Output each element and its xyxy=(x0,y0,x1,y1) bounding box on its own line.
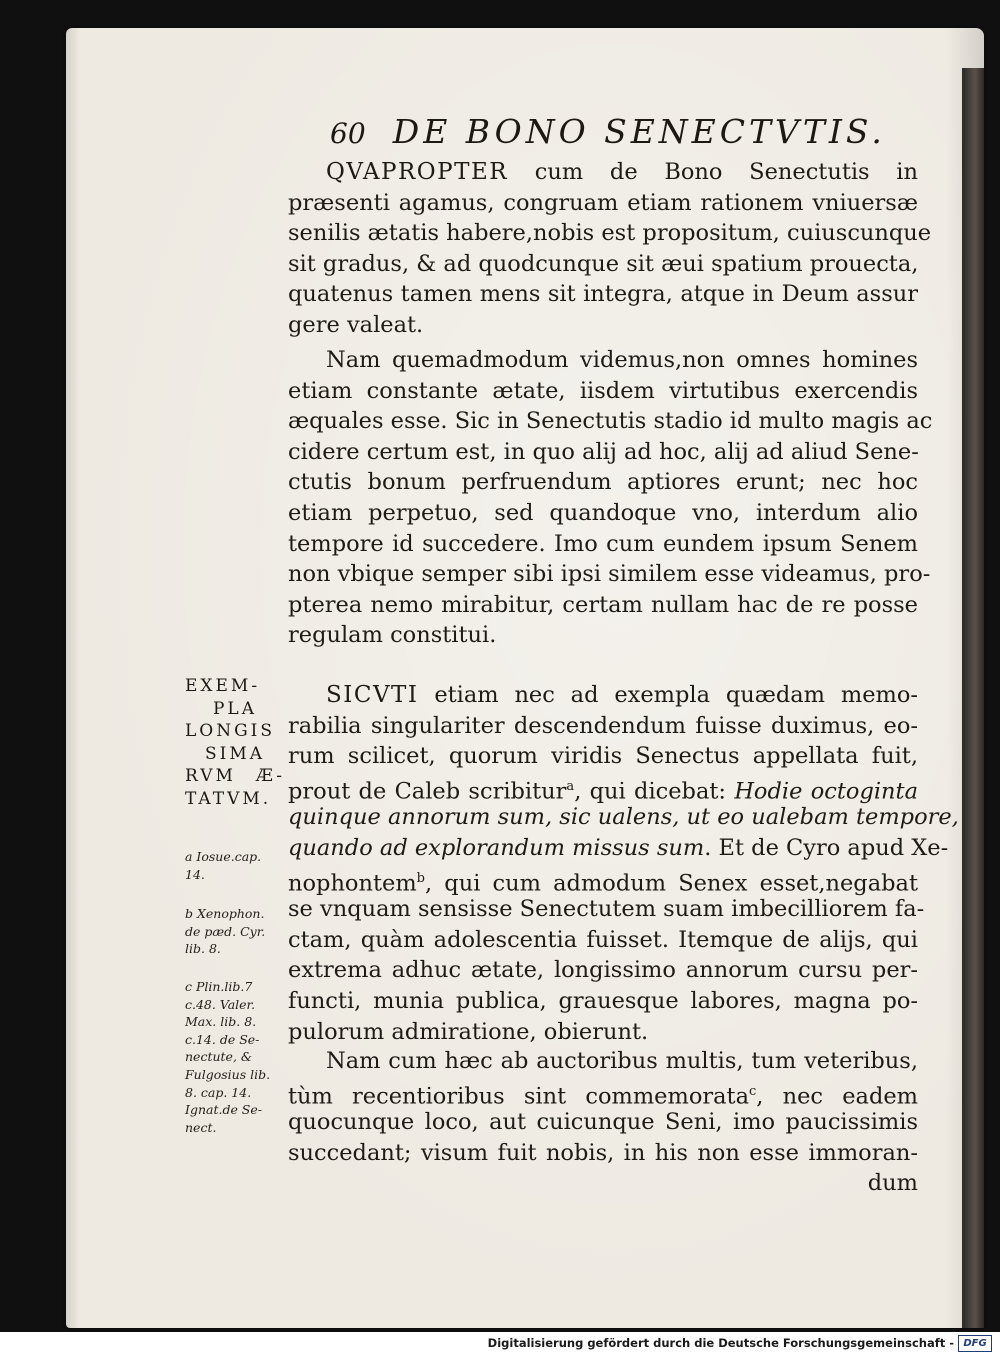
line-text: , qui dicebat: xyxy=(574,778,735,805)
margin-note-line: de pæd. Cyr. xyxy=(185,923,266,939)
line-text: quocunque loco, aut cuicunque Seni, imo paucissimis xyxy=(288,1109,918,1136)
line-text: cum de Bono Senectutis in xyxy=(508,159,918,185)
text-line xyxy=(288,498,918,529)
text-line xyxy=(288,864,918,895)
line-text: tempore id succedere. Imo cum eundem ipsum Senem xyxy=(288,530,918,557)
line-text: tùm recentioribus sint commemorata xyxy=(288,1083,749,1110)
italic-quote: Hodie octoginta xyxy=(734,778,918,805)
page-number: 60 xyxy=(330,117,366,150)
text-line xyxy=(288,376,918,407)
text-line xyxy=(288,741,918,772)
line-text: pulorum admiratione, obierunt. xyxy=(288,1018,649,1045)
margin-note-line: 14. xyxy=(185,866,205,882)
line-text: cidere certum est, in quo alij ad hoc, alij ad aliud Sene- xyxy=(288,438,919,465)
margin-note-line: c Plin.lib.7 xyxy=(185,979,253,994)
line-text: etiam nec ad exempla quædam memo- xyxy=(418,682,918,708)
text-line xyxy=(288,406,933,437)
text-line xyxy=(288,986,918,1017)
italic-quote: quando ad explorandum missus sum xyxy=(288,834,705,861)
text-line xyxy=(288,590,918,621)
text-line xyxy=(288,437,918,468)
margin-heading-line: RVM Æ- xyxy=(185,766,285,786)
line-text: . Et de Cyro apud Xe- xyxy=(704,834,949,861)
line-text: se vnquam sensisse Senectutem suam imbecilliorem fa- xyxy=(288,896,925,923)
text-line xyxy=(288,894,925,925)
paragraph-quapropter xyxy=(288,157,932,341)
margin-note-line: Ignat.de Se- xyxy=(185,1102,262,1118)
footnote-marker: a xyxy=(566,778,575,794)
line-text: dum xyxy=(867,1170,918,1197)
page-edge-shadow xyxy=(962,68,984,1328)
initial-words: QVAPROPTER xyxy=(326,159,509,185)
text-line xyxy=(288,1017,918,1048)
line-text: etiam constante ætate, iisdem virtutibus exercendis xyxy=(288,377,918,404)
margin-note-line: 8. cap. 14. xyxy=(185,1084,252,1100)
italic-quote: quinque annorum sum, sic ualens, ut eo ualebam tempore, xyxy=(288,804,959,831)
text-line xyxy=(288,188,918,219)
margin-heading-line: EXEM- xyxy=(185,676,261,696)
line-text: sit gradus, & ad quodcunque sit æui spatium prouecta, xyxy=(288,250,919,277)
margin-note-line: c.14. de Se- xyxy=(185,1031,260,1047)
line-text: æquales esse. Sic in Senectutis stadio id multo magis ac xyxy=(288,408,933,435)
text-line xyxy=(288,680,918,711)
margin-note-line: a Iosue.cap. xyxy=(185,849,262,864)
margin-note-line: Max. lib. 8. xyxy=(185,1014,257,1030)
margin-note-line: nect. xyxy=(185,1119,217,1135)
text-line xyxy=(288,559,931,590)
line-text: rum scilicet, quorum viridis Senectus appellata fuit, xyxy=(288,743,918,770)
running-title: DE BONO SENECTVTIS. xyxy=(392,112,886,151)
text-line xyxy=(288,529,918,560)
line-text: functi, munia publica, grauesque labores, magna po- xyxy=(288,987,918,1014)
margin-note-line: b Xenophon. xyxy=(185,906,265,921)
dfg-logo: DFG xyxy=(958,1335,992,1352)
text-line xyxy=(288,1168,918,1199)
footnote-marker: b xyxy=(416,870,425,886)
text-line xyxy=(288,345,918,376)
paragraph-nam-quemadmodum xyxy=(288,345,933,651)
line-text: rabilia singulariter descendendum fuisse duximus, eo- xyxy=(288,712,918,739)
margin-note-b xyxy=(185,905,289,958)
margin-heading-line: SIMA xyxy=(204,743,266,764)
line-text: extrema adhuc ætate, longissimo annorum cursu per- xyxy=(288,957,918,984)
paragraph-sicuti xyxy=(288,680,959,1047)
line-text: non vbique semper sibi ipsi similem esse videamus, pro- xyxy=(288,561,931,588)
line-text: pterea nemo mirabitur, certam nullam hac de re posse xyxy=(288,591,918,618)
line-text: regulam constitui. xyxy=(288,622,497,649)
text-line xyxy=(288,249,918,280)
text-line xyxy=(288,1138,918,1169)
text-line xyxy=(288,620,918,651)
page-header xyxy=(330,112,886,151)
text-line xyxy=(288,833,949,864)
text-line xyxy=(288,157,918,188)
margin-heading-line: TATVM. xyxy=(185,788,272,809)
line-text: Nam quemadmodum videmus,non omnes homines xyxy=(326,347,918,373)
line-text: , qui cum admodum Senex esset,negabat xyxy=(425,870,918,897)
text-line xyxy=(288,1107,918,1138)
line-text: præsenti agamus, congruam etiam rationem vniuersæ xyxy=(288,189,918,216)
funding-credit: Digitalisierung gefördert durch die Deutsche Forschungsgemeinschaft - xyxy=(487,1336,954,1350)
margin-note-line: Fulgosius lib. xyxy=(185,1066,271,1082)
margin-heading-line: LONGIS xyxy=(185,721,276,741)
initial-words: SICVTI xyxy=(326,682,419,708)
text-line xyxy=(288,218,932,249)
line-text: Nam cum hæc ab auctoribus multis, tum veteribus, xyxy=(326,1048,918,1074)
margin-note-c xyxy=(185,978,289,1136)
margin-heading xyxy=(185,675,285,810)
text-line xyxy=(288,711,918,742)
text-line xyxy=(288,1077,918,1108)
footnote-marker: c xyxy=(749,1083,757,1099)
line-text: , nec eadem xyxy=(756,1083,918,1110)
line-text: quatenus tamen mens sit integra, atque in Deum assur xyxy=(288,281,918,308)
margin-heading-line: PLA xyxy=(212,698,257,719)
line-text: etiam perpetuo, sed quandoque vno, interdum alio xyxy=(288,499,918,526)
text-line xyxy=(288,467,918,498)
text-line xyxy=(288,279,918,310)
margin-note-a xyxy=(185,848,289,883)
line-text: ctam, quàm adolescentia fuisset. Itemque de alijs, qui xyxy=(288,926,918,953)
paragraph-nam-cum xyxy=(288,1046,918,1199)
line-text: gere valeat. xyxy=(288,311,424,338)
text-line xyxy=(288,955,918,986)
line-text: nophontem xyxy=(288,870,417,897)
text-line xyxy=(288,925,918,956)
margin-note-line: c.48. Valer. xyxy=(185,996,256,1012)
line-text: prout de Caleb scribitur xyxy=(288,778,567,805)
footer-bar xyxy=(0,1332,1000,1356)
text-line xyxy=(288,772,918,803)
margin-note-line: lib. 8. xyxy=(185,941,221,957)
text-line xyxy=(288,1046,918,1077)
text-line xyxy=(288,310,918,341)
margin-note-line: nectute, & xyxy=(185,1049,253,1065)
text-line xyxy=(288,802,959,833)
line-text: succedant; visum fuit nobis, in his non esse immoran- xyxy=(288,1139,918,1166)
line-text: senilis ætatis habere,nobis est propositum, cuiuscunque xyxy=(288,220,932,247)
line-text: ctutis bonum perfruendum aptiores erunt; nec hoc xyxy=(288,469,918,496)
